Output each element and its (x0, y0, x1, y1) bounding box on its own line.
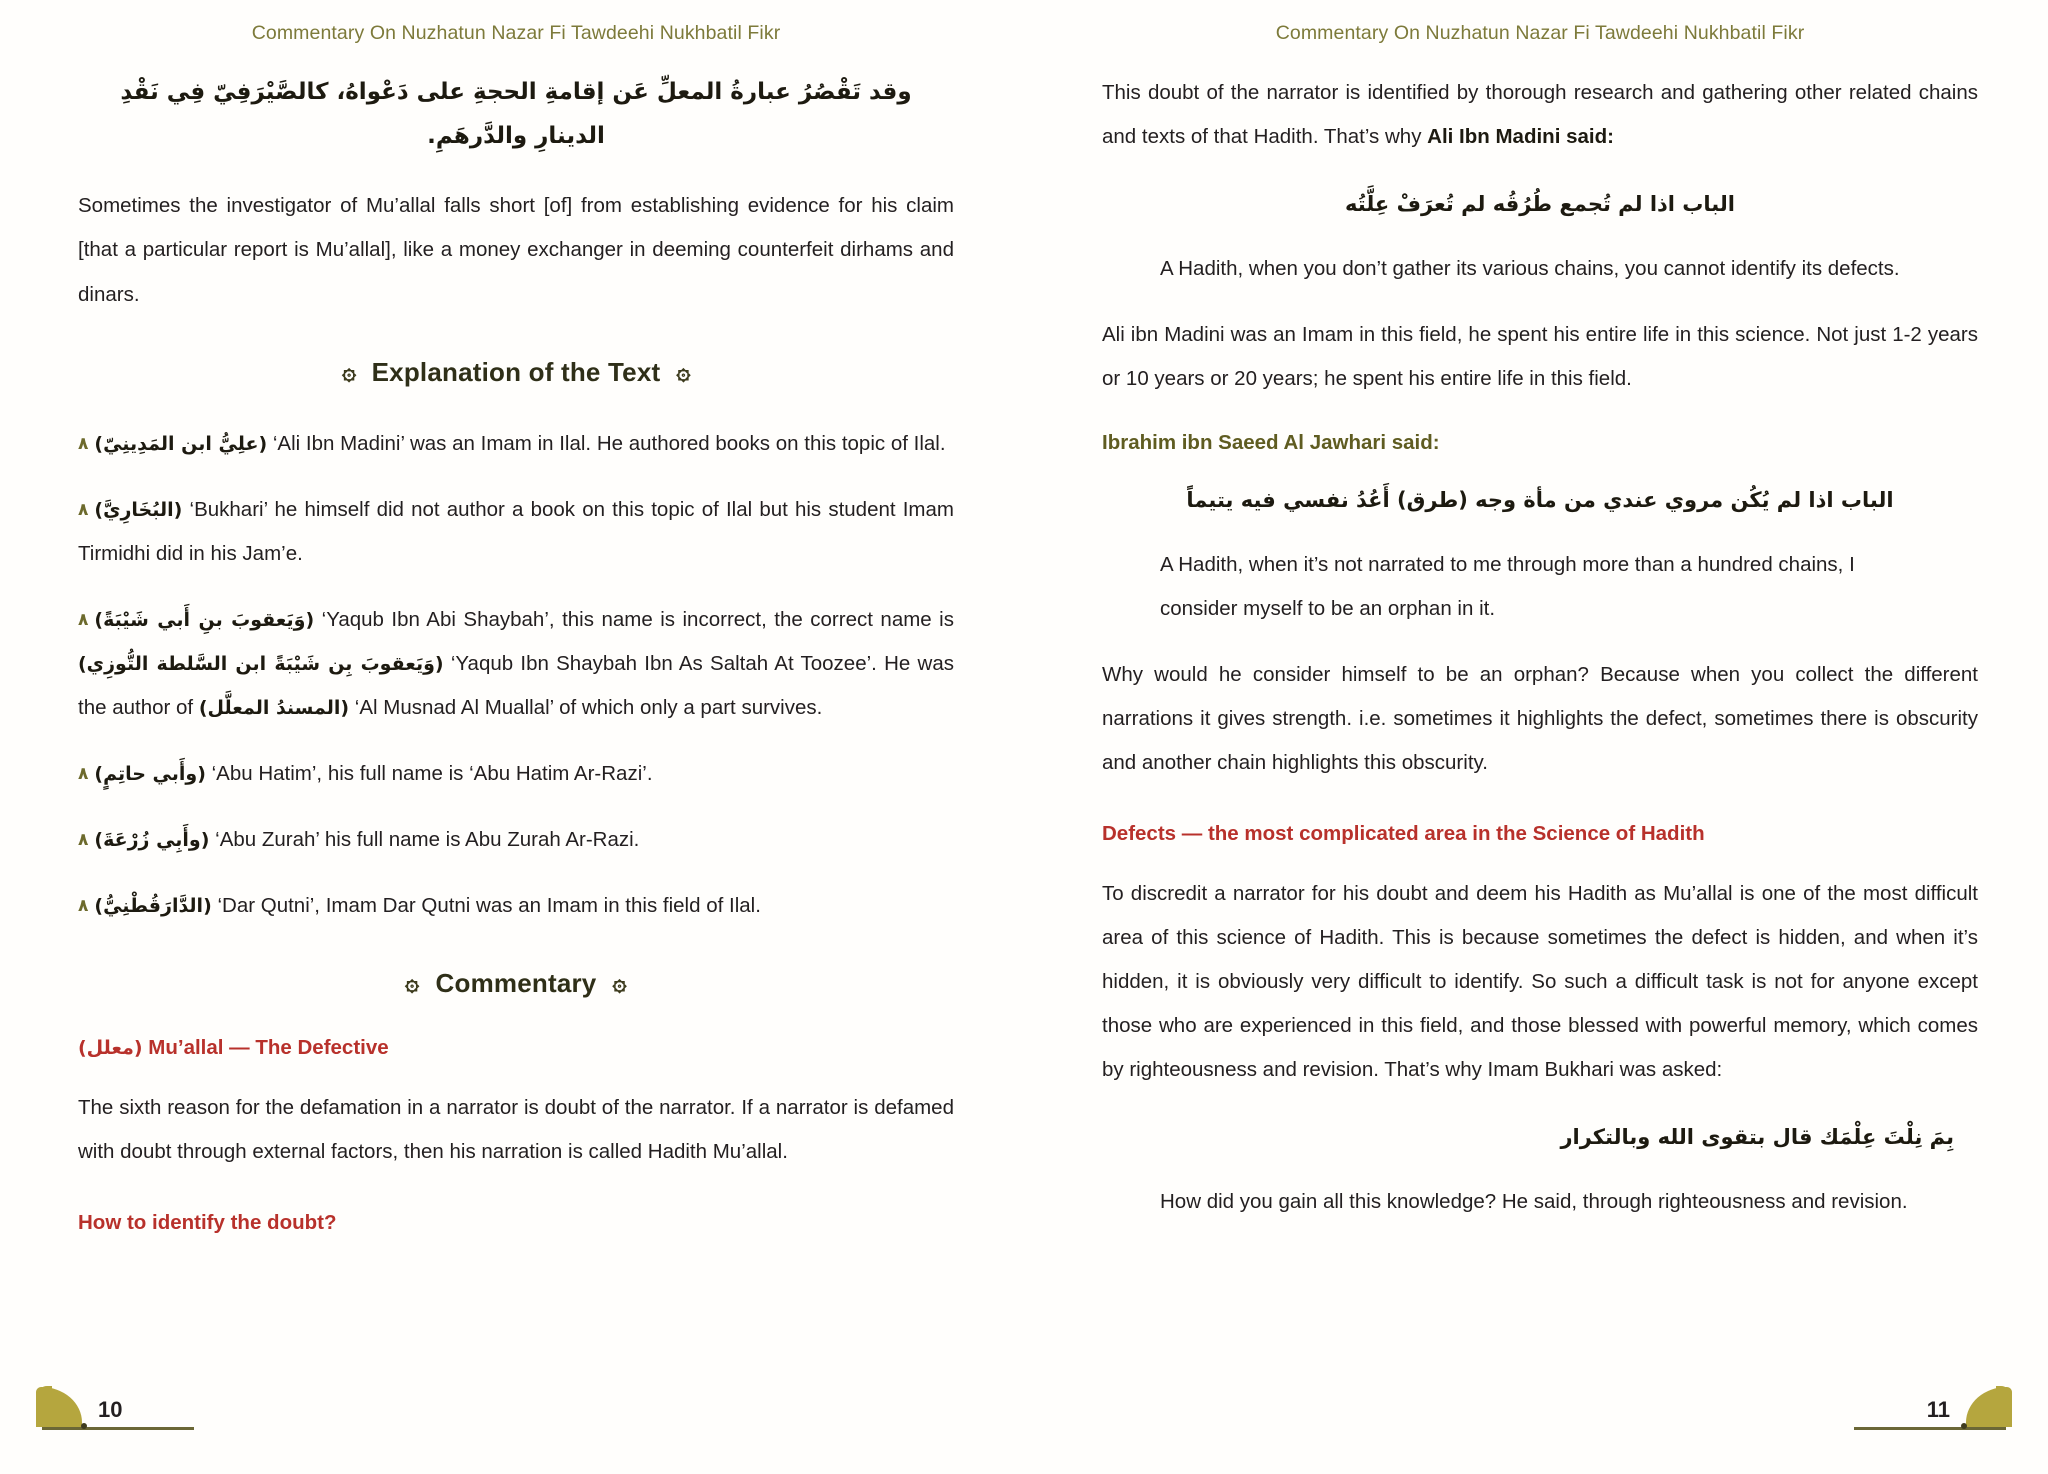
running-header-right: Commentary On Nuzhatun Nazar Fi Tawdeehi Nukhbatil Fikr (1275, 22, 1805, 44)
glossary-text: ‘Bukhari’ he himself did not author a book on this topic of Ilal but his student Imam Tirmidhi did in his Jam’e. (78, 497, 954, 565)
section-title-commentary (78, 968, 954, 999)
heading-defects: Defects — the most complicated area in the Science of Hadith (1102, 822, 1705, 846)
page-number-group-left (36, 1386, 194, 1430)
arabic-quote-3: بِمَ نِلْتَ عِلْمَك قال بتقوى الله وبالتكرار (1560, 1125, 1954, 1150)
arabic-matn-text: وقد تَقْصُرُ عبارةُ المعلِّ عَن إقامةِ الحجةِ على دَعْواهُ، كالصَّيْرَفِيّ فِي نَقْدِ الدينارِ والدَّرهَمِ. (120, 79, 912, 149)
glossary-text: ‘Abu Hatim’, his full name is ‘Abu Hatim Ar-Razi’. (211, 761, 653, 785)
glossary-arabic-term-3: (المسندُ المعلَّل) (198, 696, 350, 719)
translation-3: How did you gain all this knowledge? He said, through righteousness and revision. (1160, 1190, 1908, 1214)
ornament-flourish-right: ۞ (612, 969, 627, 997)
glossary-text-3: ‘Al Musnad Al Muallal’ of which only a part survives. (354, 695, 823, 719)
glossary-arabic-term: (وأَبي حاتِمٍ) (94, 762, 206, 785)
glossary-arabic-term: (وَيَعقوبَ بنِ أَبي شَيْبَةً) (94, 608, 315, 631)
heading-identify-doubt: How to identify the doubt? (78, 1211, 337, 1234)
paragraph-doubt-identified (1102, 71, 1978, 159)
arabic-quote-2: الباب اذا لم يُكُن مروي عندي من مأة وجه (طرق) أَعُدُ نفسي فيه يتيماً (1186, 488, 1894, 513)
footer-dot-icon (1961, 1423, 1967, 1429)
list-item (78, 884, 954, 928)
heading-muallal-arabic: (معلل) (78, 1037, 143, 1060)
glossary-arabic-term: (الدَّارَقُطْنِيُّ) (94, 895, 212, 918)
list-item (78, 488, 954, 576)
glossary-arabic-term: (البُخَارِيَّ) (94, 498, 183, 521)
glossary-text-2: ‘Yaqub Ibn Shaybah Ibn As Saltah At Toozee’. He was the author of (78, 651, 954, 719)
bullet-ornament-icon: ٨ (78, 433, 89, 454)
glossary-list (78, 422, 954, 929)
list-item (78, 818, 954, 862)
bullet-ornament-icon: ٨ (78, 609, 89, 630)
muallal-paragraph: The sixth reason for the defamation in a narrator is doubt of the narrator. If a narrator is defamed with doubt through external factors, then his narration is called Hadith Mu’allal. (78, 1095, 954, 1163)
page-number-wrap (86, 1399, 194, 1430)
fan-ornament-icon (1962, 1386, 2012, 1430)
list-item (78, 422, 954, 466)
ornament-flourish-left: ۞ (341, 357, 356, 385)
arabic-quote-1: الباب اذا لم تُجمع طُرُقُه لم تُعرَفْ عِلَّتُه (1345, 192, 1735, 217)
section-title-explanation (78, 357, 954, 388)
glossary-text: ‘Dar Qutni’, Imam Dar Qutni was an Imam in this field of Ilal. (217, 894, 761, 918)
page-right (1024, 0, 2048, 1474)
list-item (78, 598, 954, 730)
list-item (78, 752, 954, 796)
glossary-text: ‘Ali Ibn Madini’ was an Imam in Ilal. He authored books on this topic of Ilal. (272, 431, 946, 455)
heading-muallal-text: Mu’allal — The Defective (148, 1036, 389, 1060)
glossary-text: ‘Abu Zurah’ his full name is Abu Zurah Ar-Razi. (215, 828, 640, 851)
page-number: 10 (98, 1397, 123, 1422)
page-number-wrap (1854, 1399, 1962, 1430)
section-title-label: Commentary (435, 968, 597, 999)
heading-muallal (78, 1033, 954, 1064)
bullet-ornament-icon: ٨ (78, 830, 89, 850)
bullet-ornament-icon: ٨ (78, 499, 89, 520)
footer-dot-icon (81, 1423, 87, 1429)
paragraph-defects: To discredit a narrator for his doubt and deem his Hadith as Mu’allal is one of the most difficult area of this science of Hadith. This is because sometimes the defect is hidden, and when it’s hidden, it is obviously very difficult to identify. So such a difficult task is not for anyone except those who are experienced in this field, and those blessed with powerful memory, which comes by righteousness and revision. That’s why Imam Bukhari was asked: (1102, 882, 1978, 1082)
inline-bold-ali-ibn-madini: Ali Ibn Madini said: (1427, 125, 1614, 149)
heading-jawhari: Ibrahim ibn Saeed Al Jawhari said: (1102, 431, 1440, 455)
footer-right (1024, 1378, 2048, 1430)
bullet-ornament-icon: ٨ (78, 896, 89, 917)
page-number: 11 (1926, 1397, 1950, 1422)
ornament-flourish-left: ۞ (405, 969, 420, 997)
fan-ornament-icon (36, 1386, 86, 1430)
paragraph-ali-ibn-madini: Ali ibn Madini was an Imam in this field, he spent his entire life in this science. Not just 1-2 years or 10 years or 20 years; he spent his entire life in this field. (1102, 323, 1978, 391)
glossary-text: ‘Yaqub Ibn Abi Shaybah’, this name is incorrect, the correct name is (321, 607, 954, 631)
paragraph-text: This doubt of the narrator is identified by thorough research and gathering other related chains and texts of that Hadith. That’s why (1102, 81, 1978, 149)
glossary-arabic-term: (وأَبِي زُرْعَةَ) (94, 829, 210, 851)
glossary-arabic-term-2: (وَيَعقوبَ بِن شَيْبَةً ابن السَّلطة التُّوزِي) (78, 652, 444, 675)
glossary-arabic-term: (علِيُّ ابن المَدِينِيّ) (94, 432, 268, 455)
ornament-flourish-right: ۞ (676, 357, 691, 385)
running-header-left: Commentary On Nuzhatun Nazar Fi Tawdeehi Nukhbatil Fikr (251, 22, 781, 44)
footer-left (0, 1378, 1024, 1430)
intro-paragraph: Sometimes the investigator of Mu’allal falls short [of] from establishing evidence for his claim [that a particular report is Mu’allal], like a money exchanger in deeming counterfeit dirhams and dinars. (78, 194, 954, 306)
section-title-label: Explanation of the Text (371, 356, 661, 387)
page-number-group-right (1854, 1386, 2012, 1430)
bullet-ornament-icon: ٨ (78, 763, 89, 784)
translation-1: A Hadith, when you don’t gather its various chains, you cannot identify its defects. (1160, 257, 1900, 281)
translation-2: A Hadith, when it’s not narrated to me through more than a hundred chains, I consider myself to be an orphan in it. (1160, 553, 1855, 621)
paragraph-orphan-explanation: Why would he consider himself to be an orphan? Because when you collect the different narrations it gives strength. i.e. sometimes it highlights the defect, sometimes there is obscurity and another chain highlights this obscurity. (1102, 663, 1978, 775)
